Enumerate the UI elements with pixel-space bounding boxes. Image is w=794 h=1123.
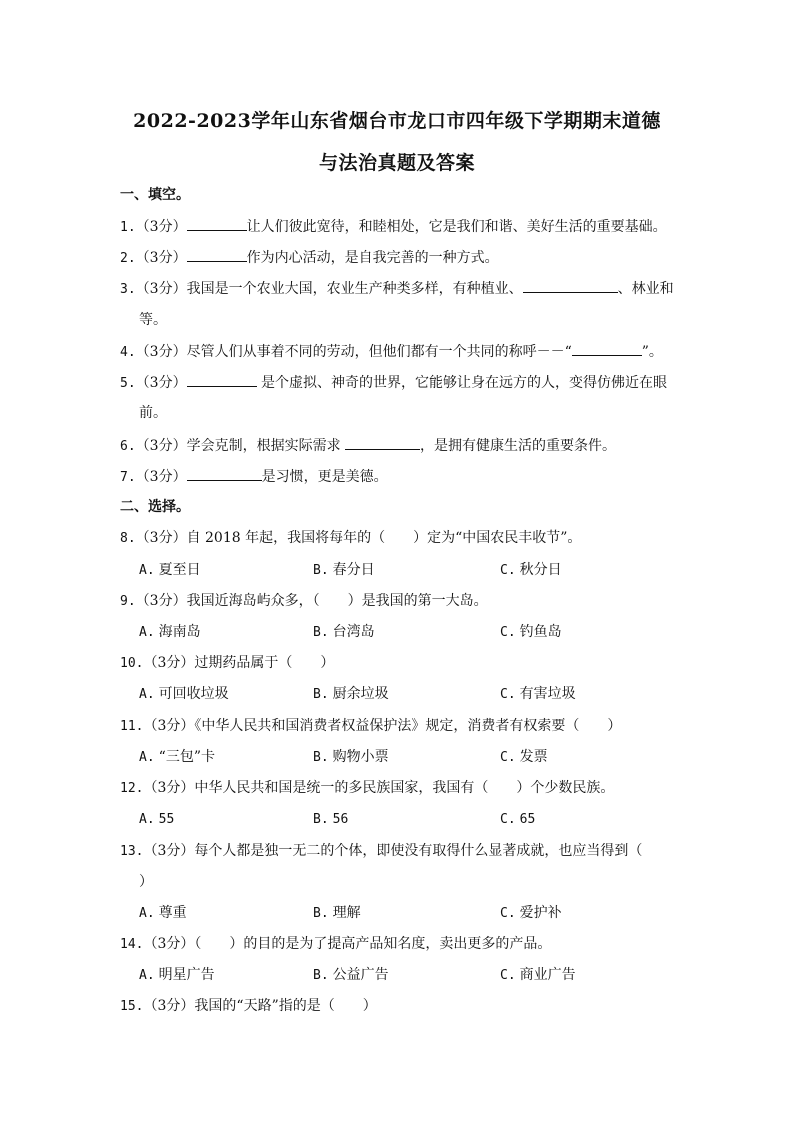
- question-3: 3.（3分）我国是一个农业大国，农业生产种类多样，有种植业、 、林业和: [120, 278, 680, 300]
- option-b[interactable]: B. 台湾岛: [313, 624, 375, 640]
- document-title-line-1: 2022-2023学年山东省烟台市龙口市四年级下学期期末道德: [133, 110, 661, 132]
- answer-blank[interactable]: [187, 372, 257, 387]
- option-c[interactable]: C. 65: [500, 812, 536, 827]
- question-15: 15.（3分）我国的“天路”指的是（ ）: [120, 998, 377, 1014]
- option-b[interactable]: B. 理解: [313, 905, 361, 921]
- question-5-continuation: 前。: [139, 405, 167, 421]
- question-4: 4.（3分）尽管人们从事着不同的劳动，但他们都有一个共同的称呼－－“ ”。: [120, 341, 680, 363]
- section-heading-fill: 一、填空。: [120, 187, 190, 203]
- question-3-continuation: 等。: [139, 312, 167, 328]
- question-14: 14.（3分）（ ）的目的是为了提高产品知名度，卖出更多的产品。: [120, 936, 552, 952]
- option-c[interactable]: C. 商业广告: [500, 967, 576, 983]
- option-a[interactable]: A. 夏至日: [139, 562, 201, 578]
- answer-blank[interactable]: [572, 341, 642, 356]
- question-13: 13.（3分）每个人都是独一无二的个体，即使没有取得什么显著成就，也应当得到（: [120, 843, 643, 859]
- document-title-line-2: 与法治真题及答案: [318, 152, 475, 174]
- option-a[interactable]: A. 尊重: [139, 905, 187, 921]
- question-5: 5.（3分） 是个虚拟、神奇的世界，它能够让身在远方的人，变得仿佛近在眼: [120, 372, 680, 394]
- option-b[interactable]: B. 春分日: [313, 562, 375, 578]
- question-8: 8.（3分）自 2018 年起，我国将每年的（ ）定为“中国农民丰收节”。: [120, 530, 582, 546]
- option-b[interactable]: B. 厨余垃圾: [313, 686, 389, 702]
- option-c[interactable]: C. 秋分日: [500, 562, 562, 578]
- answer-blank[interactable]: [187, 216, 247, 231]
- question-6: 6.（3分）学会克制，根据实际需求 ，是拥有健康生活的重要条件。: [120, 435, 680, 457]
- question-12: 12.（3分）中华人民共和国是统一的多民族国家，我国有（ ）个少数民族。: [120, 780, 615, 796]
- option-a[interactable]: A. “三包”卡: [139, 749, 215, 765]
- option-a[interactable]: A. 55: [139, 812, 175, 827]
- option-c[interactable]: C. 钓鱼岛: [500, 624, 562, 640]
- answer-blank[interactable]: [345, 435, 420, 450]
- question-7: 7.（3分） 是习惯，更是美德。: [120, 466, 680, 488]
- question-1: 1.（3分） 让人们彼此宽待，和睦相处，它是我们和谐、美好生活的重要基础。: [120, 216, 680, 238]
- option-a[interactable]: A. 海南岛: [139, 624, 201, 640]
- option-a[interactable]: A. 可回收垃圾: [139, 686, 229, 702]
- answer-blank[interactable]: [187, 247, 247, 262]
- option-b[interactable]: B. 56: [313, 812, 349, 827]
- option-b[interactable]: B. 购物小票: [313, 749, 389, 765]
- question-11: 11.（3分）《中华人民共和国消费者权益保护法》规定，消费者有权索要（ ）: [120, 718, 622, 734]
- answer-blank[interactable]: [187, 466, 262, 481]
- question-13-continuation: ）: [139, 874, 153, 890]
- question-9: 9.（3分）我国近海岛屿众多，（ ）是我国的第一大岛。: [120, 593, 488, 609]
- option-a[interactable]: A. 明星广告: [139, 967, 215, 983]
- question-2: 2.（3分） 作为内心活动，是自我完善的一种方式。: [120, 247, 680, 269]
- option-b[interactable]: B. 公益广告: [313, 967, 389, 983]
- option-c[interactable]: C. 发票: [500, 749, 548, 765]
- question-10: 10.（3分）过期药品属于（ ）: [120, 655, 335, 671]
- answer-blank[interactable]: [523, 278, 618, 293]
- option-c[interactable]: C. 爱护补: [500, 905, 562, 921]
- section-heading-choice: 二、选择。: [120, 499, 190, 515]
- option-c[interactable]: C. 有害垃圾: [500, 686, 576, 702]
